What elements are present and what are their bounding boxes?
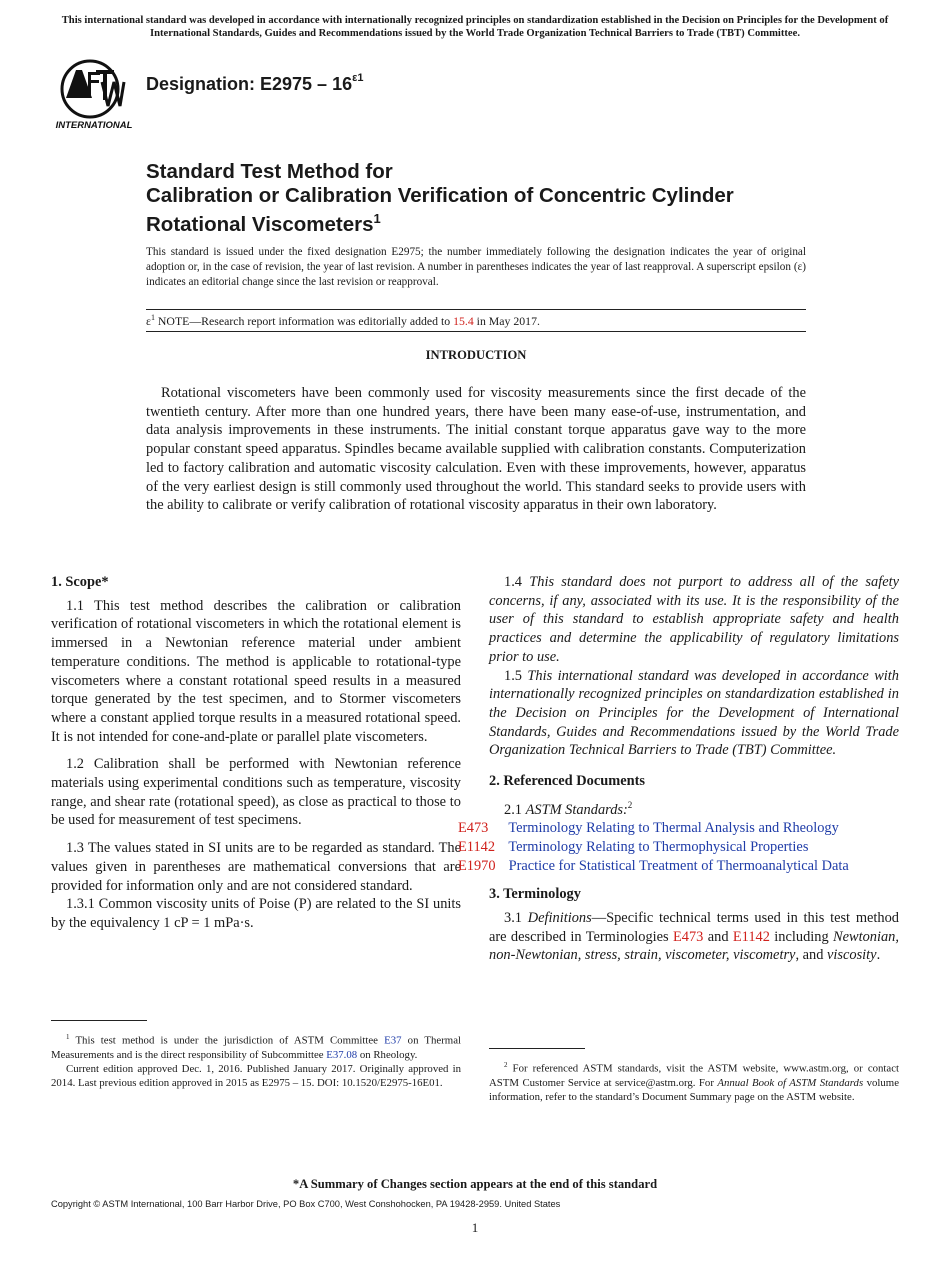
- copyright: Copyright © ASTM International, 100 Barr Harbor Drive, PO Box C700, West Conshohocken, PA 19428-2959. United States: [51, 1199, 561, 1209]
- paragraph-1-1: 1.1 This test method describes the calibration or calibration verification of rotational viscometers in which the rotational element is immersed in a Newtonian reference material under ambient temperature conditions. The method is applicable to rotational-type viscometers where a constant rotational speed results in a measured torque generated by the test specimen, and to Stormer viscometers where a constant applied torque results in a measured rotational speed. It is not intended for cone-and-plate or parallel plate viscometers.: [51, 597, 461, 745]
- paragraph-1-3: 1.3 The values stated in SI units are to be regarded as standard. The values given in parentheses are mathematical conversions that are provided for information only and are not considered standard.: [51, 840, 461, 894]
- reference-e473[interactable]: E473 Terminology Relating to Thermal Analysis and Rheology: [458, 820, 839, 837]
- reference-e1142[interactable]: E1142 Terminology Relating to Thermophysical Properties: [458, 838, 809, 855]
- link-e473[interactable]: E473: [673, 928, 704, 945]
- designation-label: Designation: E2975 – 16: [146, 74, 353, 94]
- document-title: [146, 160, 846, 236]
- terminology-heading: 3. Terminology: [489, 886, 581, 903]
- scope-heading: 1. Scope*: [51, 574, 109, 590]
- footnote-divider: [51, 1020, 147, 1021]
- title-line-1: Standard Test Method for: [146, 160, 393, 183]
- astm-logo: [52, 58, 136, 132]
- title-line-2: Calibration or Calibration Verification of Concentric Cylinder: [146, 183, 734, 207]
- astm-standards-label: 2.1 ASTM Standards:$^2$: [504, 799, 633, 818]
- introduction-heading: INTRODUCTION: [425, 348, 527, 362]
- link-e1142[interactable]: E1142: [732, 928, 770, 945]
- paragraph-1-3-1: 1.3.1 Common viscosity units of Poise (P) are related to the SI units by the equivalency 1 cP = 1 mPa·s.: [51, 896, 461, 931]
- footnote-1: $^1$ This test method is under the jurisdiction of ASTM Committee E37 on Thermal Measurements and is the direct responsibility of Subcommittee E37.08 on Rheology. Current edition approved Dec. 1, 2016. Published January 2017. Originally approved in 2014. Last previous edition approved in 2015 as E2975 – 15. DOI: 10.1520/E2975-16E01.: [51, 1033, 461, 1089]
- summary-of-changes-note: *A Summary of Changes section appears at the end of this standard: [292, 1177, 658, 1191]
- link-e37[interactable]: E37: [384, 1034, 402, 1047]
- page-number: 1: [471, 1220, 479, 1235]
- top-notice: This international standard was developed in accordance with internationally recognized principles on standardization established in the Decision on Principles for the Development of International Standards, Guides and Recommendations issued by the World Trade Organization Technical Barriers to Trade (TBT) Committee.: [61, 15, 889, 39]
- epsilon-note: $\varepsilon^1$ NOTE—Research report information was editorially added to 15.4 in May 2017.: [146, 313, 540, 328]
- footnote-2: $^2$ For referenced ASTM standards, visit the ASTM website, www.astm.org, or contact ASTM Customer Service at service@astm.org. For Annual Book of ASTM Standards volume information, refer to the standard’s Document Summary page on the ASTM website.: [489, 1061, 899, 1103]
- introduction-body: Rotational viscometers have been commonly used for viscosity measurements since the first decade of the twentieth century. After more than one hundred years, there have been many ease-of-use, instrumentation, and data analysis improvements in these instruments. The initial constant torque apparatus gave way to the more popular constant speed apparatus. Spindles became available supplied with calibration constants. Computerization led to factory calibration and automatic viscosity calculation. Even with these improvements, however, apparatus of the very earliest design is still commonly used throughout the world. This standard seeks to provide users with the ability to calibrate or verify calibration of rotational viscosity apparatus in their own laboratory.: [146, 385, 806, 514]
- reference-e1970[interactable]: E1970 Practice for Statistical Treatment of Thermoanalytical Data: [458, 857, 849, 874]
- referenced-documents-heading: 2. Referenced Documents: [489, 773, 645, 790]
- logo-text: INTERNATIONAL: [55, 120, 133, 131]
- divider: [146, 309, 806, 310]
- paragraph-1-2: 1.2 Calibration shall be performed with Newtonian reference materials using experimental conditions such as temperature, viscosity range, and shear rate (rotational speed), as close as practical to those to be used for measurement of test specimens.: [51, 756, 461, 829]
- right-column: [458, 573, 899, 965]
- issued-note: This standard is issued under the fixed designation E2975; the number immediately following the designation indicates the year of original adoption or, in the case of revision, the year of last revision. A number in parentheses indicates the year of last reapproval. A superscript epsilon (ε) indicates an editorial change since the last revision or reapproval.: [146, 246, 806, 289]
- paragraph-3-1: 3.1 Definitions—Specific technical terms used in this test method are described in Terminologies E473 and E1142 including Newtonian, non-Newtonian, stress, strain, viscometer, viscometry, and viscosity.: [489, 910, 899, 964]
- title-line-3: Rotational Viscometers: [146, 212, 374, 236]
- section-link-15-4[interactable]: 15.4: [453, 313, 474, 328]
- paragraph-1-4: 1.4 This standard does not purport to address all of the safety concerns, if any, associated with its use. It is the responsibility of the user of this standard to establish appropriate safety and health practices and determine the applicability of regulatory limitations prior to use.: [489, 574, 899, 665]
- title-footnote-mark: 1: [373, 211, 381, 226]
- divider: [146, 331, 806, 332]
- footnote-divider: [489, 1048, 585, 1049]
- designation: [146, 74, 363, 95]
- paragraph-1-5: 1.5 This international standard was developed in accordance with internationally recognized principles on standardization established in the Decision on Principles for the Development of International Standards, Guides and Recommendations issued by the World Trade Organization Technical Barriers to Trade (TBT) Committee.: [489, 667, 899, 759]
- left-column: [51, 573, 461, 933]
- link-e37-08[interactable]: E37.08: [326, 1048, 358, 1061]
- designation-epsilon: ε1: [352, 72, 364, 84]
- edition-note: Current edition approved Dec. 1, 2016. Published January 2017. Originally approved in 2014. Last previous edition approved in 2015 as E2975 – 15. DOI: 10.1520/E2975-16E01.: [51, 1062, 461, 1089]
